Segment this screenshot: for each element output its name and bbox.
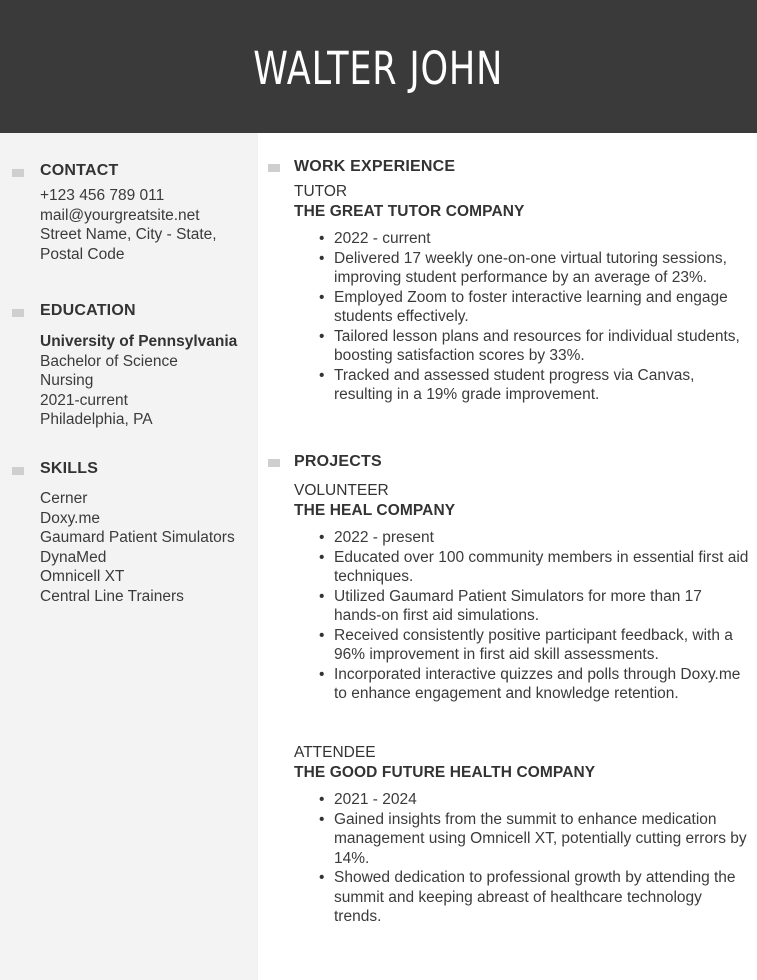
bullet-item: • 2022 - present bbox=[294, 528, 749, 548]
job-title: TUTOR bbox=[294, 183, 348, 200]
bullet-item: • Received consistently positive participant feedback, with a 96% improvement in first aid skill assessments. bbox=[294, 626, 749, 665]
project-company: THE HEAL COMPANY bbox=[294, 501, 456, 519]
bullet-item: • Gained insights from the summit to enhance medication management using Omnicell XT, potentially cutting errors by 14%. bbox=[294, 810, 749, 869]
sidebar bbox=[0, 133, 258, 980]
bullet-item: • 2022 - current bbox=[294, 229, 749, 249]
section-marker-icon bbox=[12, 169, 24, 177]
bullet-item: • Employed Zoom to foster interactive learning and engage students effectively. bbox=[294, 288, 749, 327]
job-entry bbox=[294, 182, 749, 405]
project-bullets bbox=[294, 790, 749, 927]
projects-heading: PROJECTS bbox=[294, 453, 382, 470]
job-company: THE GREAT TUTOR COMPANY bbox=[294, 202, 525, 220]
section-marker-icon bbox=[12, 309, 24, 317]
skill-item: Omnicell XT bbox=[40, 568, 125, 585]
section-marker-icon bbox=[12, 467, 24, 475]
contact-email: mail@yourgreatsite.net bbox=[40, 206, 200, 224]
contact-phone: +123 456 789 011 bbox=[40, 187, 165, 204]
job-bullets bbox=[294, 229, 749, 405]
bullet-item: • Incorporated interactive quizzes and polls through Doxy.me to enhance engagement and knowledge retention. bbox=[294, 665, 749, 704]
skills-list bbox=[40, 489, 235, 606]
skill-item: Doxy.me bbox=[40, 509, 101, 527]
skill-item: Cerner bbox=[40, 490, 88, 507]
bullet-item: • Utilized Gaumard Patient Simulators for more than 17 hands-on first aid simulations. bbox=[294, 587, 749, 626]
section-marker-icon bbox=[268, 459, 280, 467]
contact-address-line1: Street Name, City - State, bbox=[40, 226, 217, 243]
skill-item: DynaMed bbox=[40, 548, 107, 566]
project-company: THE GOOD FUTURE HEALTH COMPANY bbox=[294, 763, 596, 781]
project-entry bbox=[294, 481, 749, 704]
bullet-item: • Tailored lesson plans and resources for individual students, boosting satisfaction scores by 33%. bbox=[294, 327, 749, 366]
contact-details bbox=[40, 186, 217, 264]
education-details bbox=[40, 332, 237, 430]
contact-address-line2: Postal Code bbox=[40, 245, 125, 263]
section-marker-icon bbox=[268, 164, 280, 172]
project-bullets bbox=[294, 528, 749, 704]
education-major: Nursing bbox=[40, 372, 94, 389]
skill-item: Central Line Trainers bbox=[40, 587, 184, 605]
main-content bbox=[258, 133, 757, 980]
skills-heading: SKILLS bbox=[40, 460, 99, 477]
bullet-item: • Delivered 17 weekly one-on-one virtual tutoring sessions, improving student performance by an average of 23%. bbox=[294, 249, 749, 288]
skill-item: Gaumard Patient Simulators bbox=[40, 529, 235, 546]
education-location: Philadelphia, PA bbox=[40, 411, 153, 428]
education-degree: Bachelor of Science bbox=[40, 352, 178, 370]
bullet-item: • Tracked and assessed student progress via Canvas, resulting in a 19% grade improvement. bbox=[294, 366, 749, 405]
work-experience-heading: WORK EXPERIENCE bbox=[294, 158, 456, 175]
bullet-item: • Showed dedication to professional growth by attending the summit and keeping abreast of healthcare technology trends. bbox=[294, 868, 749, 927]
project-entry bbox=[294, 743, 749, 927]
project-title: ATTENDEE bbox=[294, 744, 376, 761]
project-title: VOLUNTEER bbox=[294, 482, 389, 499]
candidate-name: WALTER JOHN bbox=[253, 42, 504, 95]
resume-header bbox=[0, 0, 757, 133]
bullet-item: • 2021 - 2024 bbox=[294, 790, 749, 810]
education-school: University of Pennsylvania bbox=[40, 333, 238, 350]
bullet-item: • Educated over 100 community members in essential first aid techniques. bbox=[294, 548, 749, 587]
education-dates: 2021-current bbox=[40, 391, 128, 409]
education-heading: EDUCATION bbox=[40, 302, 136, 319]
contact-heading: CONTACT bbox=[40, 162, 119, 179]
